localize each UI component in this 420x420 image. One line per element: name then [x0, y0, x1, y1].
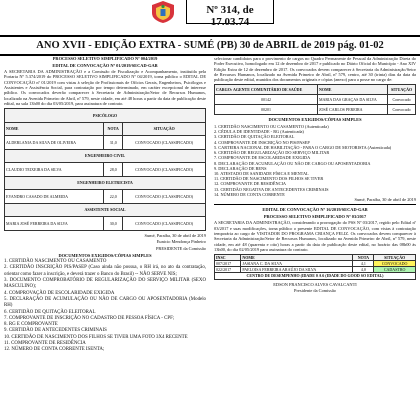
issue-box — [186, 0, 274, 28]
list-item: 7. COMPROVANTE DE INSCRIÇÃO NO CADASTRO DE PESSOA FÍSICA - CPF; — [4, 315, 175, 321]
list-item: 5. CARTEIRA NACIONAL DE HABILITAÇÃO - PARA O CARGO DE MOTORISTA (Autenticada) — [214, 144, 392, 150]
table-group-row — [5, 109, 206, 123]
list-item: 10. CERTIDÃO DE NASCIMENTO DOS FILHOS SE TIVER UMA FOTO 3X4 RECENTE — [4, 334, 188, 340]
row-name: ALDERLANIA DA SILVA DE OLIVEIRA — [5, 136, 104, 150]
table-footer-row — [215, 273, 416, 279]
docs-list — [4, 259, 206, 353]
list-item: 5. DECLARAÇÃO DE ACUMULAÇÃO OU NÃO DE CARGO OU APOSENTADORIA (Modelo RH) — [4, 296, 206, 309]
divider — [214, 204, 416, 205]
list-item: 3. DOCUMENTO COMPROBATÓRIO DE REGULARIZAÇÃO DO SERVIÇO MILITAR (SEXO MASCULINO); — [4, 278, 206, 290]
row-insc: 00201 — [215, 105, 318, 115]
row-name: JASIANA C. DA SILVA — [241, 261, 353, 267]
left-signer: Eunicio Mendonça Pinheiro — [156, 239, 206, 245]
list-item: 1. CERTIDÃO NASCIMENTO OU CASAMENTO — [4, 259, 107, 265]
status-badge: CADASTRO — [374, 267, 416, 273]
right-date: Sumé, Paraíba, 30 de abril de 2019 — [354, 196, 416, 202]
municipal-coat-of-arms-icon — [147, 0, 179, 24]
list-item: 2. CERTIDÃO INSCRIÇÃO PIS/PASEP (Caso ainda não possua, o RH irá, no ato da contratação, orientar como fazer a inscrição, e deverá trazer o Banco do Brasil) -- NÃO SERVE NIS; — [4, 265, 206, 277]
list-item: 13. CERTIDÃO NEGATIVA DE ANTECEDENTES CRIMINAIS — [214, 186, 329, 192]
table-footer: CENTRO DE DESEMPENHO (IDADE 0 A 6 (IDADE DO GOOD SO EDITAL) — [215, 273, 416, 279]
right-signer-role: Presidente da Comissão — [294, 288, 336, 294]
table-row — [215, 105, 416, 115]
list-item: 8. RG E COMPROVANTE — [4, 322, 58, 328]
col-header-cargo: CARGO: AGENTE COMUNITÁRIO DE SAÚDE — [215, 85, 318, 95]
right-column — [214, 56, 416, 295]
row-note: 4,0 — [353, 267, 374, 273]
col-header-status: SITUAÇÃO — [123, 122, 206, 136]
row-note: 31,0 — [104, 136, 123, 150]
list-item: 7. COMPROVANTE DE ESCOLARIDADE EXIGIDA — [214, 155, 311, 161]
left-header-1: PROCESSO SELETIVO SIMPLIFICADO Nº 004/2019 — [52, 56, 158, 61]
list-item: 4. COMPROVAÇÃO DE ESCOLARIDADE EXIGIDA — [4, 290, 115, 296]
table-row — [215, 267, 416, 273]
row-note: 28,0 — [104, 163, 123, 177]
right-intro: selecionar candidatos para o provimento de cargos no Quadro Permanente de Pessoal da Administração Direta do Poder Executivo, homologado em 12 de dezembro de 2017 e publicado no Diário Oficial do Município - Ano XIV Edição Extra de 12 de dezembro de 2017. Os convocados devem comparecer à Secretaria da Administração/Setor de Recursos Humanos, localizado na Avenida Primeiro de Abril, nº 579, centro, até 30 (trinta) dias da data da publicação deste edital, munidos dos documentos originais e cópias (anexo) para a posse no cargo de: — [214, 56, 416, 83]
agent-table — [214, 84, 416, 115]
row-status: CONVOCADO (CLASSIFICADO) — [123, 136, 206, 150]
right-docs-title: DOCUMENTOS EXIGIDOS/CÓPIAS SIMPLES — [268, 117, 362, 123]
table-header-row — [215, 85, 416, 95]
col-header-name: NOME — [5, 122, 104, 136]
table-header-row — [5, 122, 206, 136]
edition-title: ANO XVII - EDIÇÃO EXTRA - SUMÉ (PB) 30 de ABRIL de 2019 pág. 01-02 — [0, 35, 420, 56]
table-group-row — [5, 149, 206, 163]
row-name: MARIA DAS GRAÇAS DA SILVA — [317, 95, 387, 105]
col-header-status: SITUAÇÃO — [374, 255, 416, 261]
row-note: 22,0 — [104, 190, 123, 204]
left-column — [4, 56, 206, 354]
docs-title: DOCUMENTOS EXIGIDOS/CÓPIAS SIMPLES — [58, 252, 152, 258]
group-label: ASSISTENTE SOCIAL — [5, 203, 206, 217]
row-name: MARIA JOSÉ FERREIRA DA SILVA — [5, 217, 104, 231]
list-item: 12. NÚMERO DE CONTA CORRENTE ISENTA; — [4, 347, 105, 353]
list-item: 4. COMPROVANTE DE INSCRIÇÃO NO PIS/PASEP — [214, 139, 310, 145]
col-header-insc: INSC — [215, 255, 241, 261]
row-status: Convocado — [388, 95, 416, 105]
row-status: CONVOCADO (CLASSIFICADO) — [123, 190, 206, 204]
row-insc: 00142 — [215, 95, 318, 105]
list-item: 6. CERTIDÃO DE REGULARIZAÇÃO DO SERVIÇO MILITAR — [214, 150, 330, 156]
group-label: ENGENHEIRO ELETRICISTA — [5, 176, 206, 190]
masthead — [0, 0, 420, 51]
table-group-row — [5, 176, 206, 190]
row-status: CONVOCADO (CLASSIFICADO) — [123, 217, 206, 231]
convocation-table — [4, 108, 206, 231]
table-row — [215, 95, 416, 105]
edital2-title: EDITAL DE CONVOCAÇÃO Nº 16/2019/SECAD-GAB — [262, 207, 368, 213]
col-header-note: NOTA — [353, 255, 374, 261]
row-note: 30,0 — [104, 217, 123, 231]
list-item: 10. ATESTADO DE SANIDADE FÍSICA E MENTAL — [214, 170, 309, 176]
list-item: 3. CERTIDÃO DE QUITAÇÃO ELEITORAL — [214, 134, 295, 140]
right-signer: EDSON FRANCISCO ALVES CAVALCANTI — [273, 281, 357, 287]
row-name: JOSÉ CARLOS PEREIRA — [317, 105, 387, 115]
table-group-row — [5, 203, 206, 217]
col-header-name: NOME — [317, 85, 387, 95]
col-header-note: NOTA — [104, 122, 123, 136]
visitor-table — [214, 254, 416, 279]
list-item: 6. CERTIDÃO DE QUITAÇÃO ELEITORAL — [4, 309, 96, 315]
edital2-sub: PROCESSO SELETIVO SIMPLIFICADO Nº 03/2017 — [263, 213, 367, 219]
list-item: 11. CERTIDÃO DE NASCIMENTO DOS FILHOS SE TIVER — [214, 176, 324, 182]
left-date: Sumé, Paraíba, 30 de abril de 2019 — [144, 232, 206, 238]
table-row — [5, 217, 206, 231]
row-name: EVANDRO CASADO DE ALMEIDA — [5, 190, 104, 204]
left-intro: A SECRETARIA DA ADMINISTRAÇÃO e a Comissão de Fiscalização e Acompanhamento, instituída pela Portaria Nº 5.374/2019 do PROCESSO SELETIVO SIMPLIFICADO Nº 04/2019, torna público o EDITAL DE CONVOCAÇÃO nº 01/2019 com vistas à seleção de Profissionais de Ofícios Gerais, Engenheiros, Psicólogos e Assistentes e Assistência Social, para contratação por tempo determinado, em caráter excepcional de interesse público. Os convocados deverão comparecer à Secretaria de Administração/Setor de Recursos Humanos, localizado na Avenida Primeiro de Abril, nº 579, neste cidade, em até 48 horas a partir da data de publicação deste edital, na sala 13h00 do dia 03/05/2019, para assinatura de contrato. — [4, 69, 206, 106]
issue-number: Nº 314, de 17.03.74 — [206, 4, 254, 28]
group-label: PSICÓLOGO — [5, 109, 206, 123]
list-item: 12. COMPROVANTE DE RESIDÊNCIA — [214, 181, 287, 187]
table-row — [5, 136, 206, 150]
left-signer-role: PRESIDENTE da Comissão — [155, 245, 206, 251]
row-insc: 022/2017 — [215, 267, 241, 273]
right-docs-list — [214, 124, 416, 197]
row-status: CONVOCADO (CLASSIFICADO) — [123, 163, 206, 177]
row-insc: 007/2017 — [215, 261, 241, 267]
list-item: 11. COMPROVANTE DE RESIDÊNCIA — [4, 341, 86, 346]
group-label: ENGENHEIRO CIVIL — [5, 149, 206, 163]
edital2-text: A SECRETARIA DA ADMINISTRAÇÃO, considerando a prorrogação do PSS Nº 03/2017, regido pelo Edital nº 03/2017 e suas modificações, torna público o presente EDITAL DE CONVOCAÇÃO, com vistas à contratação temporária ao cargo de VISITADOR DO PROGRAMA CRIANÇA FELIZ. Os convocados devem comparecer à Secretaria da Administração/Setor de Recursos Humanos, localizado na Avenida Primeiro de Abril, nº 579, neste cidade, em até 48 (quarenta e oito) horas a partir da data de publicação deste edital, no horário das 08h00 às 13h00, do dia 02/05/2019 para assinatura do contrato. — [214, 220, 416, 252]
left-header-2: EDITAL DE CONVOCAÇÃO Nº 01/2019/SECAD-GAB — [52, 62, 158, 68]
row-status: Convocado — [388, 105, 416, 115]
list-item: 2. CÉDULA DE IDENTIDADE - RG (Autenticada) — [214, 129, 304, 135]
list-item: 14. NÚMERO DE CONTA CORRENTE — [214, 191, 285, 197]
status-badge: CONVOCADO — [374, 261, 416, 267]
list-item: 9. CERTIDÃO DE ANTECEDENTES CRIMINAIS — [4, 328, 107, 334]
row-name: PAELOISA FERREIRA ARAÚJO DA SILVA — [241, 267, 353, 273]
list-item: 1. CERTIDÃO NASCIMENTO OU CASAMENTO (Autenticada) — [214, 124, 329, 130]
row-name: CLAUDIO TEIXEIRA DA SILVA — [5, 163, 104, 177]
list-item: 8. DECLARAÇÃO DE ACUMULAÇÃO OU NÃO DE CARGO OU APOSENTADORIA — [214, 160, 371, 166]
row-note: 4,1 — [353, 261, 374, 267]
list-item: 9. DECLARAÇÃO DE BENS — [214, 165, 267, 171]
table-row — [5, 190, 206, 204]
table-row — [5, 163, 206, 177]
col-header-name: NOME — [241, 255, 353, 261]
col-header-status: SITUAÇÃO — [388, 85, 416, 95]
